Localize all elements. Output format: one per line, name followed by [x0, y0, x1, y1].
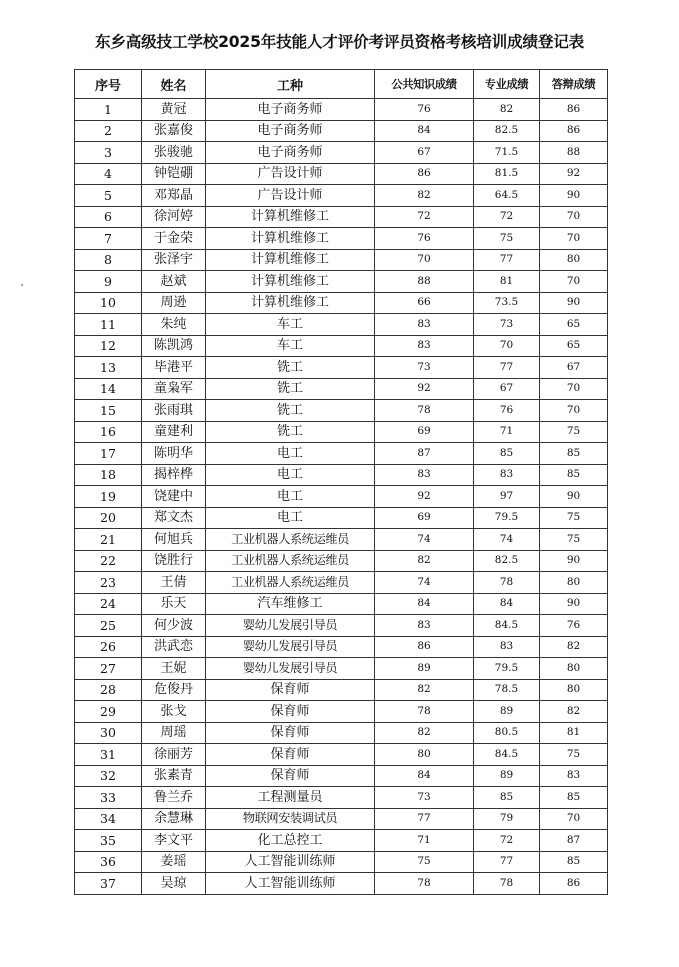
cell-seq: 11: [75, 314, 142, 336]
cell-professional-score: 74: [474, 529, 540, 551]
cell-name: 黄冠: [142, 99, 206, 121]
cell-trade: 铣工: [206, 378, 375, 400]
cell-public-knowledge-score: 82: [375, 550, 474, 572]
cell-trade: 计算机维修工: [206, 206, 375, 228]
cell-public-knowledge-score: 69: [375, 421, 474, 443]
cell-name: 饶胜行: [142, 550, 206, 572]
cell-seq: 37: [75, 873, 142, 895]
table-row: [75, 486, 608, 508]
cell-public-knowledge-score: 73: [375, 357, 474, 379]
cell-professional-score: 85: [474, 443, 540, 465]
cell-public-knowledge-score: 88: [375, 271, 474, 293]
cell-name: 揭梓桦: [142, 464, 206, 486]
cell-defense-score: 90: [540, 486, 608, 508]
cell-professional-score: 67: [474, 378, 540, 400]
cell-trade: 电子商务师: [206, 120, 375, 142]
cell-seq: 12: [75, 335, 142, 357]
cell-trade: 电工: [206, 486, 375, 508]
cell-name: 饶建中: [142, 486, 206, 508]
cell-professional-score: 72: [474, 830, 540, 852]
cell-professional-score: 64.5: [474, 185, 540, 207]
cell-trade: 铣工: [206, 357, 375, 379]
cell-trade: 电工: [206, 507, 375, 529]
cell-seq: 19: [75, 486, 142, 508]
cell-public-knowledge-score: 76: [375, 99, 474, 121]
cell-professional-score: 81.5: [474, 163, 540, 185]
cell-defense-score: 75: [540, 744, 608, 766]
table-row: [75, 185, 608, 207]
cell-public-knowledge-score: 87: [375, 443, 474, 465]
cell-seq: 23: [75, 572, 142, 594]
cell-public-knowledge-score: 83: [375, 464, 474, 486]
table-row: [75, 615, 608, 637]
cell-defense-score: 70: [540, 808, 608, 830]
cell-name: 陈明华: [142, 443, 206, 465]
cell-public-knowledge-score: 67: [375, 142, 474, 164]
cell-trade: 保育师: [206, 744, 375, 766]
cell-professional-score: 82.5: [474, 120, 540, 142]
cell-public-knowledge-score: 74: [375, 529, 474, 551]
cell-trade: 保育师: [206, 722, 375, 744]
cell-seq: 14: [75, 378, 142, 400]
cell-public-knowledge-score: 74: [375, 572, 474, 594]
cell-seq: 21: [75, 529, 142, 551]
cell-public-knowledge-score: 89: [375, 658, 474, 680]
cell-name: 张泽宇: [142, 249, 206, 271]
cell-name: 张骏驰: [142, 142, 206, 164]
cell-professional-score: 79: [474, 808, 540, 830]
cell-defense-score: 85: [540, 443, 608, 465]
table-row: [75, 120, 608, 142]
cell-name: 郑文杰: [142, 507, 206, 529]
table-row: [75, 507, 608, 529]
cell-trade: 广告设计师: [206, 163, 375, 185]
table-row: [75, 787, 608, 809]
cell-trade: 保育师: [206, 679, 375, 701]
table-row: [75, 378, 608, 400]
cell-name: 何旭兵: [142, 529, 206, 551]
cell-professional-score: 84.5: [474, 744, 540, 766]
cell-trade: 车工: [206, 335, 375, 357]
table-row: [75, 550, 608, 572]
cell-defense-score: 85: [540, 464, 608, 486]
cell-seq: 35: [75, 830, 142, 852]
cell-seq: 31: [75, 744, 142, 766]
table-row: [75, 206, 608, 228]
cell-professional-score: 97: [474, 486, 540, 508]
cell-trade: 物联网安装调试员: [206, 808, 375, 830]
cell-trade: 保育师: [206, 701, 375, 723]
cell-trade: 保育师: [206, 765, 375, 787]
table-header: [75, 70, 608, 99]
cell-trade: 广告设计师: [206, 185, 375, 207]
cell-public-knowledge-score: 71: [375, 830, 474, 852]
cell-seq: 8: [75, 249, 142, 271]
cell-name: 赵斌: [142, 271, 206, 293]
cell-professional-score: 72: [474, 206, 540, 228]
header-trade: 工种: [206, 70, 375, 99]
cell-trade: 铣工: [206, 421, 375, 443]
table-row: [75, 163, 608, 185]
cell-trade: 人工智能训练师: [206, 873, 375, 895]
cell-seq: 29: [75, 701, 142, 723]
cell-professional-score: 81: [474, 271, 540, 293]
table-row: [75, 271, 608, 293]
cell-name: 鲁兰乔: [142, 787, 206, 809]
cell-trade: 电子商务师: [206, 142, 375, 164]
cell-seq: 7: [75, 228, 142, 250]
header-name: 姓名: [142, 70, 206, 99]
cell-name: 朱纯: [142, 314, 206, 336]
table-row: [75, 314, 608, 336]
cell-public-knowledge-score: 92: [375, 378, 474, 400]
table-row: [75, 228, 608, 250]
cell-defense-score: 90: [540, 292, 608, 314]
cell-professional-score: 82: [474, 99, 540, 121]
cell-defense-score: 81: [540, 722, 608, 744]
cell-defense-score: 82: [540, 636, 608, 658]
cell-seq: 26: [75, 636, 142, 658]
cell-public-knowledge-score: 70: [375, 249, 474, 271]
table-row: [75, 142, 608, 164]
cell-trade: 工程测量员: [206, 787, 375, 809]
cell-defense-score: 80: [540, 679, 608, 701]
cell-defense-score: 85: [540, 851, 608, 873]
table-row: [75, 249, 608, 271]
cell-trade: 电工: [206, 464, 375, 486]
cell-professional-score: 82.5: [474, 550, 540, 572]
cell-seq: 32: [75, 765, 142, 787]
table-row: [75, 99, 608, 121]
cell-professional-score: 77: [474, 851, 540, 873]
cell-name: 危俊丹: [142, 679, 206, 701]
cell-name: 王倩: [142, 572, 206, 594]
table-row: [75, 744, 608, 766]
cell-defense-score: 80: [540, 658, 608, 680]
cell-trade: 计算机维修工: [206, 271, 375, 293]
cell-professional-score: 71.5: [474, 142, 540, 164]
cell-defense-score: 76: [540, 615, 608, 637]
cell-name: 徐河婷: [142, 206, 206, 228]
table-body: [75, 99, 608, 895]
cell-defense-score: 86: [540, 99, 608, 121]
cell-professional-score: 73.5: [474, 292, 540, 314]
table-row: [75, 679, 608, 701]
cell-seq: 20: [75, 507, 142, 529]
cell-name: 张素青: [142, 765, 206, 787]
cell-seq: 34: [75, 808, 142, 830]
cell-professional-score: 77: [474, 249, 540, 271]
table-row: [75, 529, 608, 551]
header-public-knowledge-score: 公共知识成绩: [375, 70, 474, 99]
table-row: [75, 658, 608, 680]
cell-defense-score: 90: [540, 593, 608, 615]
cell-trade: 人工智能训练师: [206, 851, 375, 873]
cell-defense-score: 88: [540, 142, 608, 164]
cell-professional-score: 75: [474, 228, 540, 250]
cell-public-knowledge-score: 75: [375, 851, 474, 873]
cell-seq: 30: [75, 722, 142, 744]
cell-public-knowledge-score: 83: [375, 314, 474, 336]
table-row: [75, 443, 608, 465]
cell-professional-score: 77: [474, 357, 540, 379]
cell-professional-score: 85: [474, 787, 540, 809]
cell-trade: 化工总控工: [206, 830, 375, 852]
cell-name: 毕港平: [142, 357, 206, 379]
cell-public-knowledge-score: 84: [375, 765, 474, 787]
cell-defense-score: 67: [540, 357, 608, 379]
cell-defense-score: 87: [540, 830, 608, 852]
cell-defense-score: 90: [540, 550, 608, 572]
cell-defense-score: 80: [540, 572, 608, 594]
cell-trade: 婴幼儿发展引导员: [206, 636, 375, 658]
cell-defense-score: 82: [540, 701, 608, 723]
cell-name: 童建利: [142, 421, 206, 443]
cell-public-knowledge-score: 86: [375, 636, 474, 658]
cell-seq: 9: [75, 271, 142, 293]
cell-trade: 车工: [206, 314, 375, 336]
cell-trade: 工业机器人系统运维员: [206, 529, 375, 551]
cell-name: 童枭军: [142, 378, 206, 400]
cell-public-knowledge-score: 78: [375, 701, 474, 723]
cell-public-knowledge-score: 73: [375, 787, 474, 809]
cell-seq: 25: [75, 615, 142, 637]
cell-seq: 28: [75, 679, 142, 701]
cell-professional-score: 89: [474, 765, 540, 787]
cell-public-knowledge-score: 82: [375, 679, 474, 701]
cell-name: 周瑶: [142, 722, 206, 744]
cell-trade: 铣工: [206, 400, 375, 422]
cell-trade: 工业机器人系统运维员: [206, 572, 375, 594]
table-row: [75, 572, 608, 594]
cell-seq: 13: [75, 357, 142, 379]
cell-defense-score: 65: [540, 335, 608, 357]
cell-trade: 计算机维修工: [206, 292, 375, 314]
cell-defense-score: 70: [540, 271, 608, 293]
cell-public-knowledge-score: 77: [375, 808, 474, 830]
cell-public-knowledge-score: 72: [375, 206, 474, 228]
cell-seq: 6: [75, 206, 142, 228]
table-row: [75, 357, 608, 379]
cell-defense-score: 83: [540, 765, 608, 787]
cell-trade: 工业机器人系统运维员: [206, 550, 375, 572]
cell-name: 于金荣: [142, 228, 206, 250]
cell-name: 何少波: [142, 615, 206, 637]
cell-seq: 4: [75, 163, 142, 185]
cell-seq: 15: [75, 400, 142, 422]
cell-seq: 10: [75, 292, 142, 314]
cell-name: 陈凯鸿: [142, 335, 206, 357]
cell-professional-score: 83: [474, 464, 540, 486]
cell-defense-score: 85: [540, 787, 608, 809]
cell-name: 钟铠硼: [142, 163, 206, 185]
cell-public-knowledge-score: 83: [375, 335, 474, 357]
cell-professional-score: 79.5: [474, 507, 540, 529]
cell-seq: 36: [75, 851, 142, 873]
cell-public-knowledge-score: 84: [375, 120, 474, 142]
cell-name: 邓郑晶: [142, 185, 206, 207]
cell-name: 徐丽芳: [142, 744, 206, 766]
cell-defense-score: 70: [540, 206, 608, 228]
cell-seq: 1: [75, 99, 142, 121]
header-row: [75, 70, 608, 99]
cell-professional-score: 80.5: [474, 722, 540, 744]
cell-seq: 16: [75, 421, 142, 443]
table-row: [75, 292, 608, 314]
cell-professional-score: 71: [474, 421, 540, 443]
cell-defense-score: 75: [540, 529, 608, 551]
cell-defense-score: 75: [540, 421, 608, 443]
cell-trade: 汽车维修工: [206, 593, 375, 615]
cell-professional-score: 89: [474, 701, 540, 723]
cell-public-knowledge-score: 82: [375, 722, 474, 744]
cell-public-knowledge-score: 80: [375, 744, 474, 766]
cell-seq: 3: [75, 142, 142, 164]
cell-defense-score: 86: [540, 873, 608, 895]
table-row: [75, 593, 608, 615]
cell-defense-score: 70: [540, 228, 608, 250]
cell-public-knowledge-score: 83: [375, 615, 474, 637]
cell-trade: 电工: [206, 443, 375, 465]
cell-name: 李文平: [142, 830, 206, 852]
cell-defense-score: 75: [540, 507, 608, 529]
table-row: [75, 722, 608, 744]
cell-public-knowledge-score: 76: [375, 228, 474, 250]
cell-trade: 婴幼儿发展引导员: [206, 658, 375, 680]
cell-professional-score: 84.5: [474, 615, 540, 637]
cell-professional-score: 70: [474, 335, 540, 357]
table-row: [75, 808, 608, 830]
table-row: [75, 335, 608, 357]
cell-seq: 18: [75, 464, 142, 486]
cell-name: 余慧琳: [142, 808, 206, 830]
cell-seq: 5: [75, 185, 142, 207]
cell-name: 周逊: [142, 292, 206, 314]
cell-seq: 27: [75, 658, 142, 680]
cell-public-knowledge-score: 86: [375, 163, 474, 185]
cell-professional-score: 78: [474, 873, 540, 895]
cell-professional-score: 78: [474, 572, 540, 594]
cell-public-knowledge-score: 69: [375, 507, 474, 529]
table-row: [75, 830, 608, 852]
cell-public-knowledge-score: 78: [375, 400, 474, 422]
cell-name: 姜瑶: [142, 851, 206, 873]
cell-name: 乐天: [142, 593, 206, 615]
cell-public-knowledge-score: 92: [375, 486, 474, 508]
cell-defense-score: 70: [540, 400, 608, 422]
table-row: [75, 400, 608, 422]
cell-trade: 婴幼儿发展引导员: [206, 615, 375, 637]
header-defense-score: 答辩成绩: [540, 70, 608, 99]
document-title: 东乡高级技工学校2025年技能人才评价考评员资格考核培训成绩登记表: [94, 33, 585, 51]
cell-public-knowledge-score: 66: [375, 292, 474, 314]
cell-trade: 计算机维修工: [206, 228, 375, 250]
cell-defense-score: 80: [540, 249, 608, 271]
cell-professional-score: 76: [474, 400, 540, 422]
cell-trade: 电子商务师: [206, 99, 375, 121]
table-row: [75, 765, 608, 787]
cell-professional-score: 73: [474, 314, 540, 336]
cell-defense-score: 70: [540, 378, 608, 400]
cell-professional-score: 79.5: [474, 658, 540, 680]
table-row: [75, 421, 608, 443]
cell-defense-score: 90: [540, 185, 608, 207]
cell-name: 张雨琪: [142, 400, 206, 422]
cell-professional-score: 78.5: [474, 679, 540, 701]
header-seq: 序号: [75, 70, 142, 99]
cell-name: 吴琼: [142, 873, 206, 895]
cell-name: 洪武恋: [142, 636, 206, 658]
cell-professional-score: 83: [474, 636, 540, 658]
header-professional-score: 专业成绩: [474, 70, 540, 99]
cell-name: 王妮: [142, 658, 206, 680]
scan-speck: [21, 284, 23, 286]
cell-public-knowledge-score: 78: [375, 873, 474, 895]
cell-defense-score: 92: [540, 163, 608, 185]
table-row: [75, 873, 608, 895]
cell-name: 张戈: [142, 701, 206, 723]
cell-defense-score: 86: [540, 120, 608, 142]
cell-defense-score: 65: [540, 314, 608, 336]
cell-seq: 33: [75, 787, 142, 809]
cell-seq: 24: [75, 593, 142, 615]
cell-professional-score: 84: [474, 593, 540, 615]
cell-trade: 计算机维修工: [206, 249, 375, 271]
cell-public-knowledge-score: 84: [375, 593, 474, 615]
cell-name: 张嘉俊: [142, 120, 206, 142]
table-row: [75, 464, 608, 486]
table-row: [75, 851, 608, 873]
cell-public-knowledge-score: 82: [375, 185, 474, 207]
table-row: [75, 701, 608, 723]
cell-seq: 17: [75, 443, 142, 465]
table-row: [75, 636, 608, 658]
cell-seq: 2: [75, 120, 142, 142]
score-table: [74, 69, 608, 895]
cell-seq: 22: [75, 550, 142, 572]
